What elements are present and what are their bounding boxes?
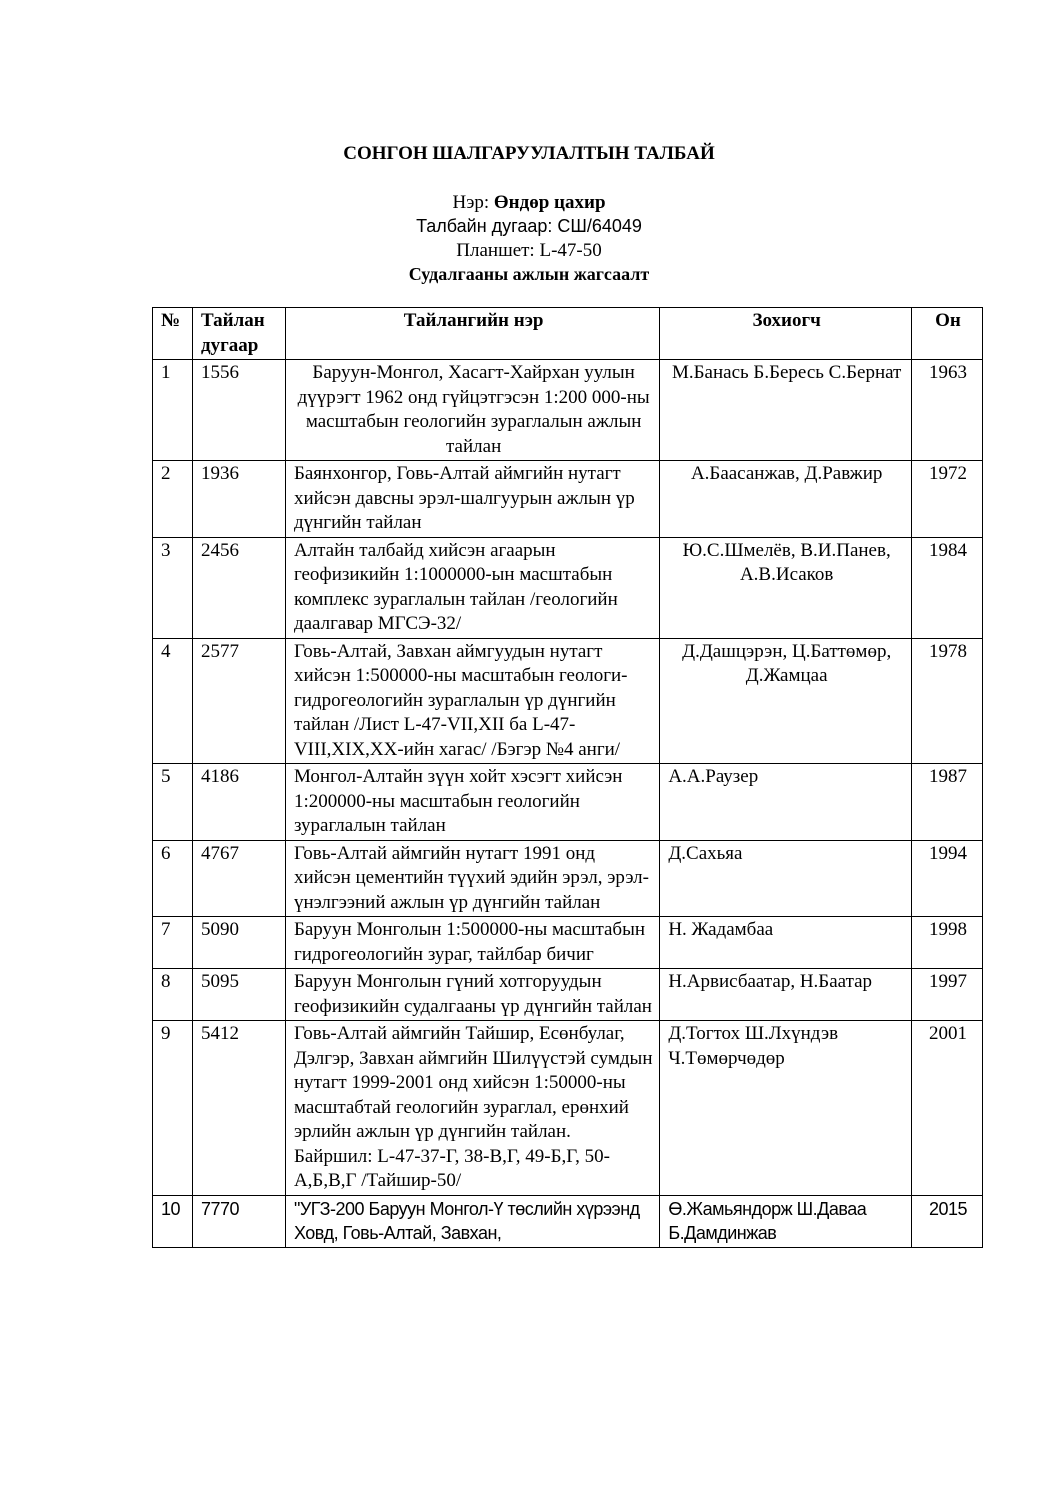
cell-report-number: 5095 xyxy=(192,969,285,1021)
area-name-label: Нэр: xyxy=(452,192,494,213)
cell-no: 9 xyxy=(153,1021,193,1196)
cell-year: 1978 xyxy=(912,638,983,764)
cell-report-name: Говь-Алтай аймгийн нутагт 1991 онд хийсэн цементийн түүхий эдийн эрэл, эрэл-үнэлгээний ажлын үр дүнгийн тайлан xyxy=(285,840,659,917)
cell-year: 1984 xyxy=(912,537,983,638)
cell-year: 2015 xyxy=(912,1195,983,1247)
cell-no: 7 xyxy=(153,917,193,969)
cell-report-name: Говь-Алтай, Завхан аймгуудын нутагт хийсэн 1:500000-ны масштабын геологи-гидрогеологийн зураглалын үр дүнгийн тайлан /Лист L-47-VII,XII ба L-47-VIII,XIX,XX-ийн хагас/ /Бэгэр №4 анги/ xyxy=(285,638,659,764)
cell-author: Д.Сахьяа xyxy=(660,840,912,917)
cell-author: Н. Жадамбаа xyxy=(660,917,912,969)
area-name xyxy=(0,192,1058,214)
cell-author: Ю.С.Шмелёв, В.И.Панев, А.В.Исаков xyxy=(660,537,912,638)
cell-no: 6 xyxy=(153,840,193,917)
cell-report-name: Баруун-Монгол, Хасагт-Хайрхан уулын дүүрэгт 1962 онд гүйцэтгэсэн 1:200 000-ны масштабын геологийн зураглалын ажлын тайлан xyxy=(285,360,659,461)
cell-no: 1 xyxy=(153,360,193,461)
cell-report-number: 2577 xyxy=(192,638,285,764)
header-report-name: Тайлангийн нэр xyxy=(285,308,659,360)
cell-report-number: 4186 xyxy=(192,764,285,841)
cell-report-number: 4767 xyxy=(192,840,285,917)
cell-author: Ө.Жамьяндорж Ш.Даваа Б.Дамдинжав xyxy=(660,1195,912,1247)
table-row xyxy=(153,537,983,638)
area-number: Талбайн дугаар: СШ/64049 xyxy=(416,216,642,236)
tablet-code: Планшет: L-47-50 xyxy=(456,240,602,261)
cell-year: 2001 xyxy=(912,1021,983,1196)
cell-report-name: Говь-Алтай аймгийн Тайшир, Есөнбулаг, Дэлгэр, Завхан аймгийн Шилүүстэй сумдын нутагт 1999-2001 онд хийсэн 1:50000-ны масштабтай геологийн зураглал, ерөнхий эрлийн ажлын үр дүнгийн тайлан. Байршил: L-47-37-Г, 38-В,Г, 49-Б,Г, 50-А,Б,В,Г /Тайшир-50/ xyxy=(285,1021,659,1196)
cell-year: 1963 xyxy=(912,360,983,461)
table-row xyxy=(153,1195,983,1247)
header-no: № xyxy=(153,308,193,360)
cell-author: Д.Дашцэрэн, Ц.Баттөмөр, Д.Жамцаа xyxy=(660,638,912,764)
table-row xyxy=(153,840,983,917)
cell-report-number: 1556 xyxy=(192,360,285,461)
cell-report-name: Баруун Монголын 1:500000-ны масштабын гидрогеологийн зураг, тайлбар бичиг xyxy=(285,917,659,969)
cell-year: 1994 xyxy=(912,840,983,917)
reports-table xyxy=(152,307,983,1248)
cell-report-number: 5412 xyxy=(192,1021,285,1196)
cell-report-number: 5090 xyxy=(192,917,285,969)
cell-report-name: Баянхонгор, Говь-Алтай аймгийн нутагт хийсэн давсны эрэл-шалгуурын ажлын үр дүнгийн тайлан xyxy=(285,461,659,538)
document-title: СОНГОН ШАЛГАРУУЛАЛТЫН ТАЛБАЙ xyxy=(343,143,715,164)
cell-author: Д.Тогтох Ш.Лхүндэв Ч.Төмөрчөдөр xyxy=(660,1021,912,1196)
table-row xyxy=(153,638,983,764)
cell-no: 3 xyxy=(153,537,193,638)
cell-report-number: 2456 xyxy=(192,537,285,638)
cell-year: 1998 xyxy=(912,917,983,969)
header-year: Он xyxy=(912,308,983,360)
area-name-value: Өндөр цахир xyxy=(493,192,606,213)
cell-author: А.Баасанжав, Д.Равжир xyxy=(660,461,912,538)
table-row xyxy=(153,764,983,841)
cell-author: М.Банась Б.Бересь С.Бернат xyxy=(660,360,912,461)
cell-report-name: Монгол-Алтайн зүүн хойт хэсэгт хийсэн 1:200000-ны масштабын геологийн зураглалын тайлан xyxy=(285,764,659,841)
table-row xyxy=(153,461,983,538)
cell-year: 1972 xyxy=(912,461,983,538)
table-row xyxy=(153,969,983,1021)
cell-no: 10 xyxy=(153,1195,193,1247)
cell-no: 8 xyxy=(153,969,193,1021)
cell-report-number: 1936 xyxy=(192,461,285,538)
cell-author: Н.Арвисбаатар, Н.Баатар xyxy=(660,969,912,1021)
header-author: Зохиогч xyxy=(660,308,912,360)
cell-year: 1987 xyxy=(912,764,983,841)
cell-report-number: 7770 xyxy=(192,1195,285,1247)
cell-report-name: Алтайн талбайд хийсэн агаарын геофизикийн 1:1000000-ын масштабын комплекс зураглалын тайлан /геологийн даалгавар МГСЭ-32/ xyxy=(285,537,659,638)
table-row xyxy=(153,917,983,969)
cell-author: А.А.Раузер xyxy=(660,764,912,841)
cell-report-name: Баруун Монголын гүний хотгоруудын геофизикийн судалгааны үр дүнгийн тайлан xyxy=(285,969,659,1021)
header-report-number: Тайлан дугаар xyxy=(192,308,285,360)
section-subtitle: Судалгааны ажлын жагсаалт xyxy=(408,264,650,284)
cell-no: 5 xyxy=(153,764,193,841)
cell-no: 2 xyxy=(153,461,193,538)
cell-report-name: "УГЗ-200 Баруун Монгол-Ү төслийн хүрээнд Ховд, Говь-Алтай, Завхан, xyxy=(285,1195,659,1247)
cell-year: 1997 xyxy=(912,969,983,1021)
table-row xyxy=(153,1021,983,1196)
cell-no: 4 xyxy=(153,638,193,764)
table-header-row xyxy=(153,308,983,360)
table-row xyxy=(153,360,983,461)
